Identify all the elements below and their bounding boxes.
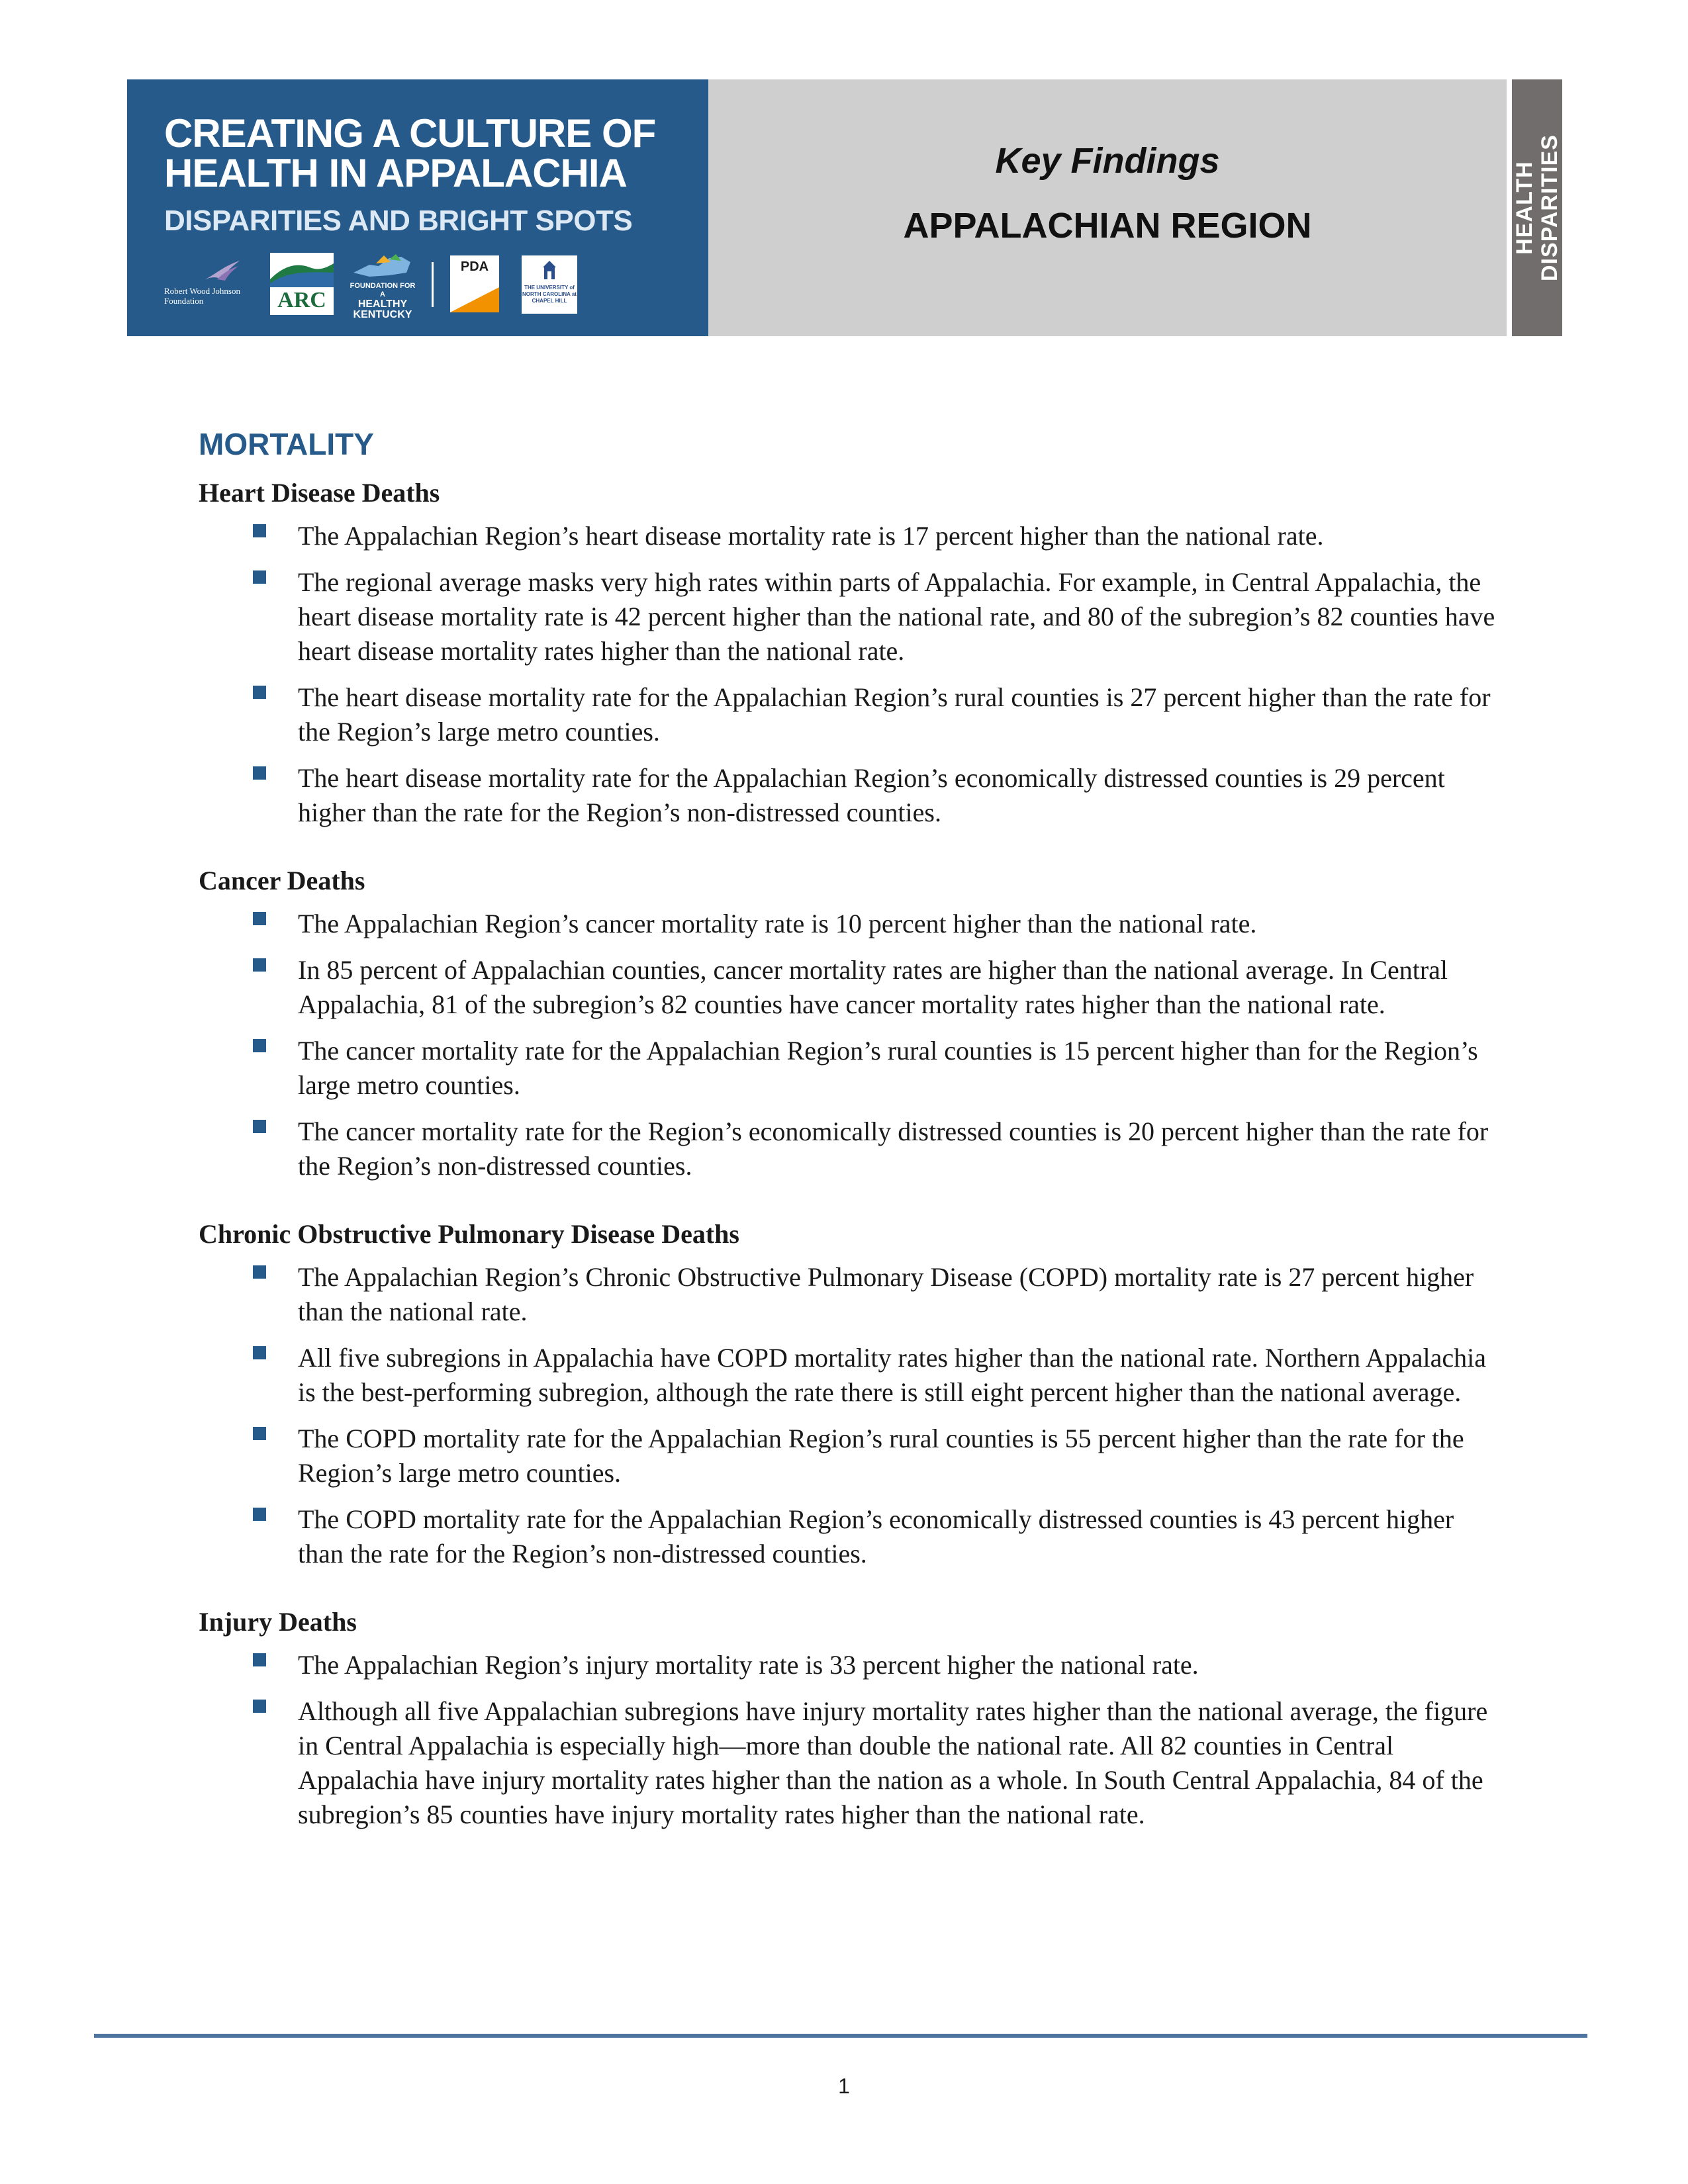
section-title: MORTALITY — [199, 427, 374, 461]
header-gap — [1507, 79, 1512, 336]
fhk-logo — [350, 253, 416, 320]
pda-logo-text: PDA — [460, 259, 489, 274]
side-tab-label — [1512, 134, 1562, 281]
list-item: The regional average masks very high rates within parts of Appalachia. For example, in Central Appalachia, the heart disease mortality rate is 42 percent higher than the national rate, and 80 of the subregion’s 82 counties have heart disease mortality rates higher than the national rate. — [199, 565, 1496, 668]
list-item: Although all five Appalachian subregions have injury mortality rates higher than the national average, the figure in Central Appalachia is especially high—more than double the national rate. All 82 counties in Central Appalachia have injury mortality rates higher than the nation as a whole. In South Central Appalachia, 84 of the subregion’s 85 counties have injury mortality rates higher than the national rate. — [199, 1694, 1496, 1832]
list-item: The heart disease mortality rate for the Appalachian Region’s rural counties is 27 percent higher than the rate for the Region’s large metro counties. — [199, 680, 1496, 749]
group-heading: Cancer Deaths — [199, 866, 365, 895]
bullet-list — [199, 519, 1496, 830]
unc-logo-text: THE UNIVERSITY of NORTH CAROLINA at CHAPEL HILL — [522, 285, 577, 304]
brand-title-line2: HEALTH IN APPALACHIA — [164, 151, 627, 195]
header-banner — [127, 79, 1562, 336]
list-item: The heart disease mortality rate for the Appalachian Region’s economically distressed counties is 29 percent higher than the rate for the Region’s non-distressed counties. — [199, 761, 1496, 830]
list-item: The Appalachian Region’s heart disease mortality rate is 17 percent higher than the national rate. — [199, 519, 1496, 553]
bell-tower-icon — [541, 261, 557, 281]
list-item: The Appalachian Region’s cancer mortality rate is 10 percent higher than the national rate. — [199, 907, 1496, 941]
footer-rule — [94, 2034, 1587, 2038]
group-cancer — [199, 864, 1496, 1183]
group-heading: Chronic Obstructive Pulmonary Disease Deaths — [199, 1219, 739, 1249]
group-heart-disease — [199, 477, 1496, 830]
findings-content — [199, 477, 1496, 1866]
list-item: The COPD mortality rate for the Appalachian Region’s rural counties is 55 percent higher than the rate for the Region’s large metro counties. — [199, 1422, 1496, 1490]
region-title: APPALACHIAN REGION — [903, 206, 1312, 246]
bullet-list — [199, 907, 1496, 1183]
mountain-icon — [270, 253, 334, 287]
fhk-small-text: FOUNDATION FOR A — [350, 282, 416, 298]
page-number: 1 — [838, 2074, 850, 2098]
list-item: All five subregions in Appalachia have COPD mortality rates higher than the national rate. Northern Appalachia is the best-performing subregion, although the rate there is still eight percent higher than the national average. — [199, 1341, 1496, 1410]
list-item: The COPD mortality rate for the Appalachian Region’s economically distressed counties is 43 percent higher than the rate for the Region’s non-distressed counties. — [199, 1502, 1496, 1571]
pda-logo — [450, 255, 499, 312]
triangle-icon — [450, 283, 499, 312]
side-tab — [1512, 79, 1562, 336]
side-tab-line2: DISPARITIES — [1537, 134, 1562, 281]
brand-title-line1: CREATING A CULTURE OF — [164, 111, 656, 156]
list-item: The Appalachian Region’s Chronic Obstructive Pulmonary Disease (COPD) mortality rate is 27 percent higher than the national rate. — [199, 1260, 1496, 1329]
rwjf-logo — [164, 259, 249, 312]
brand-subtitle: DISPARITIES AND BRIGHT SPOTS — [164, 205, 633, 237]
rwjf-logo-text: Robert Wood Johnson Foundation — [164, 286, 240, 306]
arc-logo — [270, 253, 334, 315]
arc-logo-text: ARC — [277, 288, 326, 312]
bullet-list — [199, 1260, 1496, 1571]
side-tab-line1: HEALTH — [1512, 161, 1537, 255]
key-findings-title: Key Findings — [995, 141, 1220, 181]
fhk-big-text: HEALTHY KENTUCKY — [353, 298, 412, 320]
group-injury — [199, 1606, 1496, 1832]
partner-logos — [164, 253, 694, 320]
bird-icon — [204, 259, 241, 282]
brand-panel — [127, 79, 708, 336]
bullet-list — [199, 1648, 1496, 1832]
list-item: The cancer mortality rate for the Appalachian Region’s rural counties is 15 percent higher than for the Region’s large metro counties. — [199, 1034, 1496, 1103]
kentucky-state-icon — [350, 253, 416, 282]
logo-divider — [432, 262, 434, 307]
group-copd — [199, 1218, 1496, 1571]
unc-logo — [522, 255, 577, 314]
key-findings-panel — [708, 79, 1507, 336]
list-item: The Appalachian Region’s injury mortality rate is 33 percent higher the national rate. — [199, 1648, 1496, 1682]
fhk-logo-text — [350, 282, 416, 320]
list-item: The cancer mortality rate for the Region’s economically distressed counties is 20 percent higher than the rate for the Region’s non-distressed counties. — [199, 1115, 1496, 1183]
list-item: In 85 percent of Appalachian counties, cancer mortality rates are higher than the national average. In Central Appalachia, 81 of the subregion’s 82 counties have cancer mortality rates higher than the national rate. — [199, 953, 1496, 1022]
group-heading: Heart Disease Deaths — [199, 478, 440, 508]
group-heading: Injury Deaths — [199, 1607, 357, 1637]
